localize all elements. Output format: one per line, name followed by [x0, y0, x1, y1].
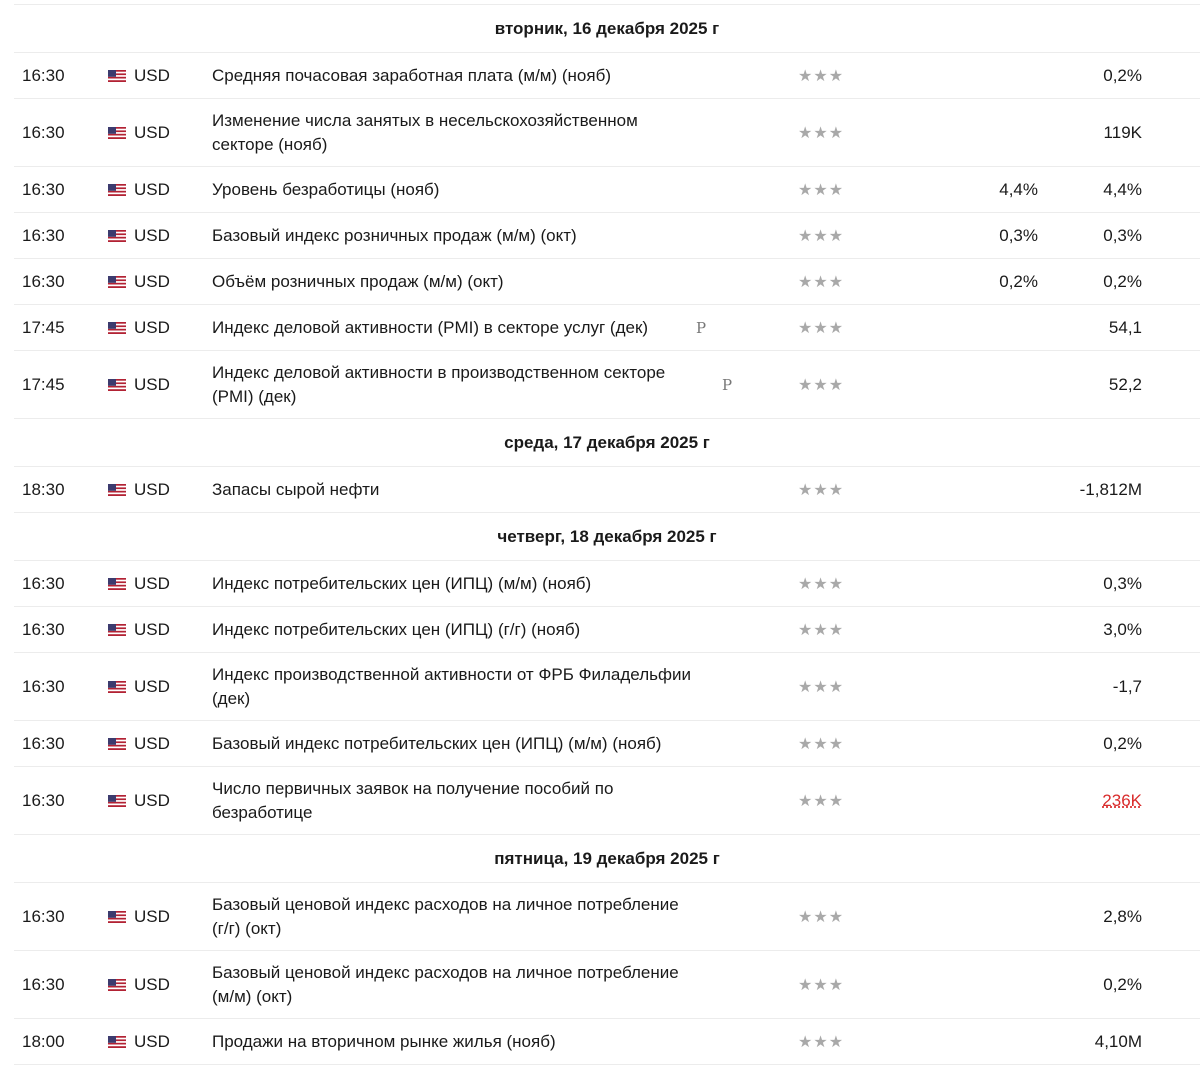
- importance-stars: ★★★: [798, 908, 845, 926]
- event-row[interactable]: [14, 767, 1200, 835]
- event-row[interactable]: [14, 951, 1200, 1019]
- event-row[interactable]: [14, 305, 1200, 351]
- economic-calendar: [14, 4, 1200, 1065]
- event-row[interactable]: [14, 259, 1200, 305]
- event-previous: 52,2: [1108, 374, 1142, 394]
- event-previous: 236K: [1102, 790, 1142, 810]
- event-name[interactable]: Базовый ценовой индекс расходов на личное потребление (г/г) (окт): [212, 894, 679, 938]
- event-previous: 4,4%: [1103, 179, 1142, 199]
- event-currency: USD: [134, 179, 170, 199]
- importance-stars: ★★★: [798, 976, 845, 994]
- event-previous: 0,3%: [1103, 225, 1142, 245]
- event-previous: 119K: [1103, 122, 1142, 142]
- event-row[interactable]: [14, 213, 1200, 259]
- us-flag-icon: [108, 624, 126, 636]
- event-currency: USD: [134, 573, 170, 593]
- event-time: 16:30: [22, 271, 65, 291]
- event-time: 16:30: [22, 733, 65, 753]
- importance-stars: ★★★: [798, 575, 845, 593]
- event-name[interactable]: Базовый индекс потребительских цен (ИПЦ) (м/м) (нояб): [212, 733, 662, 753]
- event-time: 16:30: [22, 122, 65, 142]
- event-previous: 4,10M: [1094, 1031, 1142, 1051]
- event-time: 16:30: [22, 974, 65, 994]
- us-flag-icon: [108, 795, 126, 807]
- us-flag-icon: [108, 681, 126, 693]
- event-currency: USD: [134, 733, 170, 753]
- event-previous: 3,0%: [1103, 619, 1142, 639]
- event-row[interactable]: [14, 1019, 1200, 1065]
- event-name[interactable]: Изменение числа занятых в несельскохозяйственном секторе (нояб): [212, 110, 638, 154]
- event-row[interactable]: [14, 99, 1200, 167]
- us-flag-icon: [108, 578, 126, 590]
- event-time: 17:45: [22, 374, 65, 394]
- event-forecast: 0,3%: [999, 225, 1038, 245]
- event-time: 16:30: [22, 225, 65, 245]
- day-header-2: среда, 17 декабря 2025 г: [14, 419, 1200, 467]
- event-row[interactable]: [14, 167, 1200, 213]
- preliminary-icon: P: [722, 375, 733, 394]
- us-flag-icon: [108, 979, 126, 991]
- event-currency: USD: [134, 1031, 170, 1051]
- event-name[interactable]: Объём розничных продаж (м/м) (окт): [212, 271, 504, 291]
- event-currency: USD: [134, 619, 170, 639]
- event-time: 18:30: [22, 479, 65, 499]
- us-flag-icon: [108, 322, 126, 334]
- us-flag-icon: [108, 127, 126, 139]
- event-currency: USD: [134, 790, 170, 810]
- importance-stars: ★★★: [798, 481, 845, 499]
- event-time: 16:30: [22, 573, 65, 593]
- event-currency: USD: [134, 225, 170, 245]
- event-previous: 0,2%: [1103, 733, 1142, 753]
- event-name[interactable]: Индекс деловой активности (PMI) в секторе услуг (дек): [212, 317, 649, 337]
- us-flag-icon: [108, 70, 126, 82]
- event-row[interactable]: [14, 53, 1200, 99]
- importance-stars: ★★★: [798, 376, 845, 394]
- importance-stars: ★★★: [798, 67, 845, 85]
- event-previous: -1,7: [1112, 676, 1142, 696]
- event-previous: 0,2%: [1103, 271, 1142, 291]
- event-row[interactable]: [14, 721, 1200, 767]
- day-header-1: вторник, 16 декабря 2025 г: [14, 5, 1200, 53]
- event-previous: 2,8%: [1103, 906, 1142, 926]
- us-flag-icon: [108, 738, 126, 750]
- event-previous: -1,812M: [1079, 479, 1142, 499]
- event-currency: USD: [134, 479, 170, 499]
- event-time: 16:30: [22, 906, 65, 926]
- us-flag-icon: [108, 484, 126, 496]
- importance-stars: ★★★: [798, 181, 845, 199]
- event-name[interactable]: Базовый индекс розничных продаж (м/м) (окт): [212, 225, 577, 245]
- event-currency: USD: [134, 317, 170, 337]
- event-name[interactable]: Число первичных заявок на получение пособий по безработице: [212, 778, 614, 822]
- event-name[interactable]: Индекс производственной активности от ФРБ Филадельфии (дек): [212, 664, 691, 708]
- event-row[interactable]: [14, 883, 1200, 951]
- event-currency: USD: [134, 374, 170, 394]
- event-name[interactable]: Базовый ценовой индекс расходов на личное потребление (м/м) (окт): [212, 962, 679, 1006]
- event-row[interactable]: [14, 561, 1200, 607]
- us-flag-icon: [108, 379, 126, 391]
- event-currency: USD: [134, 676, 170, 696]
- importance-stars: ★★★: [798, 621, 845, 639]
- importance-stars: ★★★: [798, 1033, 845, 1051]
- event-previous: 0,2%: [1103, 974, 1142, 994]
- event-name[interactable]: Продажи на вторичном рынке жилья (нояб): [212, 1031, 556, 1051]
- event-row[interactable]: [14, 607, 1200, 653]
- event-currency: USD: [134, 271, 170, 291]
- event-name[interactable]: Запасы сырой нефти: [212, 479, 380, 499]
- importance-stars: ★★★: [798, 319, 845, 337]
- event-name[interactable]: Индекс деловой активности в производственном секторе (PMI) (дек): [212, 362, 666, 406]
- event-time: 16:30: [22, 676, 65, 696]
- importance-stars: ★★★: [798, 678, 845, 696]
- importance-stars: ★★★: [798, 735, 845, 753]
- preliminary-icon: P: [696, 318, 707, 337]
- event-previous: 0,2%: [1103, 65, 1142, 85]
- day-header-3: четверг, 18 декабря 2025 г: [14, 513, 1200, 561]
- event-row[interactable]: [14, 351, 1200, 419]
- event-currency: USD: [134, 974, 170, 994]
- us-flag-icon: [108, 184, 126, 196]
- event-row[interactable]: [14, 653, 1200, 721]
- us-flag-icon: [108, 911, 126, 923]
- event-time: 16:30: [22, 619, 65, 639]
- event-currency: USD: [134, 906, 170, 926]
- day-header-4: пятница, 19 декабря 2025 г: [14, 835, 1200, 883]
- event-time: 18:00: [22, 1031, 65, 1051]
- event-previous: 54,1: [1108, 317, 1142, 337]
- event-time: 17:45: [22, 317, 65, 337]
- event-name[interactable]: Индекс потребительских цен (ИПЦ) (г/г) (нояб): [212, 619, 581, 639]
- event-name[interactable]: Индекс потребительских цен (ИПЦ) (м/м) (нояб): [212, 573, 592, 593]
- event-name[interactable]: Средняя почасовая заработная плата (м/м) (нояб): [212, 65, 611, 85]
- event-forecast: 0,2%: [999, 271, 1038, 291]
- event-previous: 0,3%: [1103, 573, 1142, 593]
- importance-stars: ★★★: [798, 227, 845, 245]
- importance-stars: ★★★: [798, 273, 845, 291]
- event-name[interactable]: Уровень безработицы (нояб): [212, 179, 440, 199]
- us-flag-icon: [108, 1036, 126, 1048]
- us-flag-icon: [108, 276, 126, 288]
- event-forecast: 4,4%: [999, 179, 1038, 199]
- event-currency: USD: [134, 122, 170, 142]
- event-row[interactable]: [14, 467, 1200, 513]
- us-flag-icon: [108, 230, 126, 242]
- importance-stars: ★★★: [798, 792, 845, 810]
- event-time: 16:30: [22, 790, 65, 810]
- event-time: 16:30: [22, 65, 65, 85]
- event-currency: USD: [134, 65, 170, 85]
- importance-stars: ★★★: [798, 124, 845, 142]
- event-time: 16:30: [22, 179, 65, 199]
